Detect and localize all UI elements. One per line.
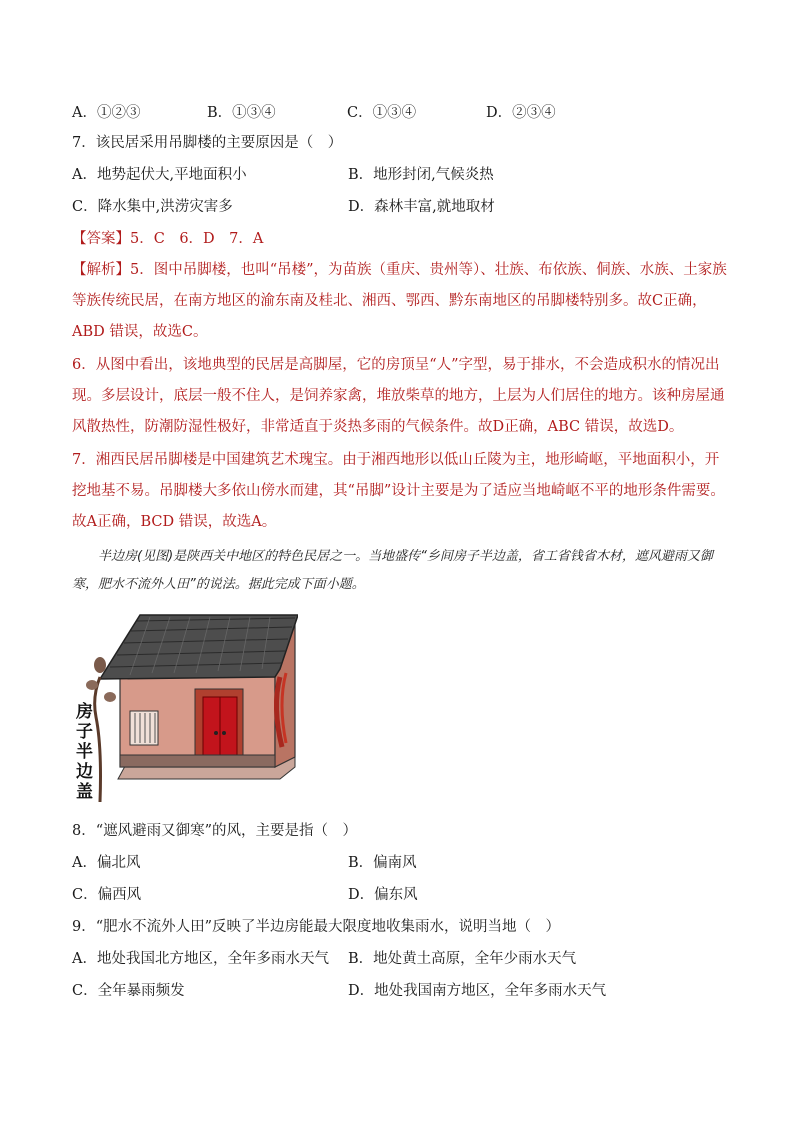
q6-option-a: A．①②③ xyxy=(72,105,141,121)
caption-char-5: 盖 xyxy=(76,782,93,802)
explanation-5 xyxy=(72,255,728,348)
q6-option-b: B．①③④ xyxy=(207,105,276,121)
q8-option-c: C．偏西风 xyxy=(72,887,142,903)
caption-char-3: 半 xyxy=(76,742,93,762)
caption-char-2: 子 xyxy=(76,722,93,742)
q7-option-b: B．地形封闭,气候炎热 xyxy=(348,167,494,183)
q7-option-a: A．地势起伏大,平地面积小 xyxy=(72,167,247,183)
explanation-5-text: 5．图中吊脚楼，也叫“吊楼”，为苗族（重庆、贵州等）、壮族、布依族、侗族、水族、土家族等族传统民居，在南方地区的渝东南及桂北、湘西、鄂西、黔东南地区的吊脚楼特别多。故C正确，ABD 错误，故选C。 xyxy=(72,262,727,340)
caption-char-1: 房 xyxy=(76,702,93,722)
answer-line xyxy=(72,229,263,249)
q7-option-c: C．降水集中,洪涝灾害多 xyxy=(72,199,233,215)
q9-option-b: B．地处黄土高原，全年少雨水天气 xyxy=(348,951,577,967)
q8-option-b: B．偏南风 xyxy=(348,855,417,871)
q8-option-d: D．偏东风 xyxy=(348,887,418,903)
answer-tag: 【答案】 xyxy=(72,231,130,247)
house-drawing xyxy=(70,607,298,807)
material-paragraph: 半边房(见图)是陕西关中地区的特色民居之一。当地盛传“乡间房子半边盖，省工省钱省木材，遮风避雨又御寒，肥水不流外人田”的说法。据此完成下面小题。 xyxy=(72,549,713,592)
half-roof-house-illustration xyxy=(70,607,298,807)
caption-char-4: 边 xyxy=(76,762,93,782)
q7-option-d: D．森林丰富,就地取材 xyxy=(348,199,495,215)
q9-stem: 9．“肥水不流外人田”反映了半边房能最大限度地收集雨水，说明当地（ ） xyxy=(72,919,561,935)
q6-option-c: C．①③④ xyxy=(347,105,417,121)
q9-option-d: D．地处我国南方地区，全年多雨水天气 xyxy=(348,983,607,999)
q9-option-c: C．全年暴雨频发 xyxy=(72,983,185,999)
explanation-6: 6．从图中看出，该地典型的民居是高脚屋，它的房顶呈“人”字型，易于排水，不会造成积水的情况出现。多层设计，底层一般不住人，是饲养家禽，堆放柴草的地方，上层为人们居住的地方。该种房屋通风散热性，防潮防湿性极好，非常适直于炎热多雨的气候条件。故D正确，ABC 错误，故选D。 xyxy=(72,357,725,435)
answer-text: 5．C 6．D 7．A xyxy=(130,231,264,247)
q8-option-a: A．偏北风 xyxy=(72,855,141,871)
explanation-7: 7．湘西民居吊脚楼是中国建筑艺术瑰宝。由于湘西地形以低山丘陵为主，地形崎岖，平地面积小，开挖地基不易。吊脚楼大多依山傍水而建，其“吊脚”设计主要是为了适应当地崎岖不平的地形条件需要。故A正确，BCD 错误，故选A。 xyxy=(72,452,725,530)
explanation-tag: 【解析】 xyxy=(72,262,130,278)
q7-stem: 7．该民居采用吊脚楼的主要原因是（ ） xyxy=(72,135,343,151)
q6-option-d: D．②③④ xyxy=(486,105,556,121)
q9-option-a: A．地处我国北方地区，全年多雨水天气 xyxy=(72,951,329,967)
q8-stem: 8．“遮风避雨又御寒”的风，主要是指（ ） xyxy=(72,823,358,839)
